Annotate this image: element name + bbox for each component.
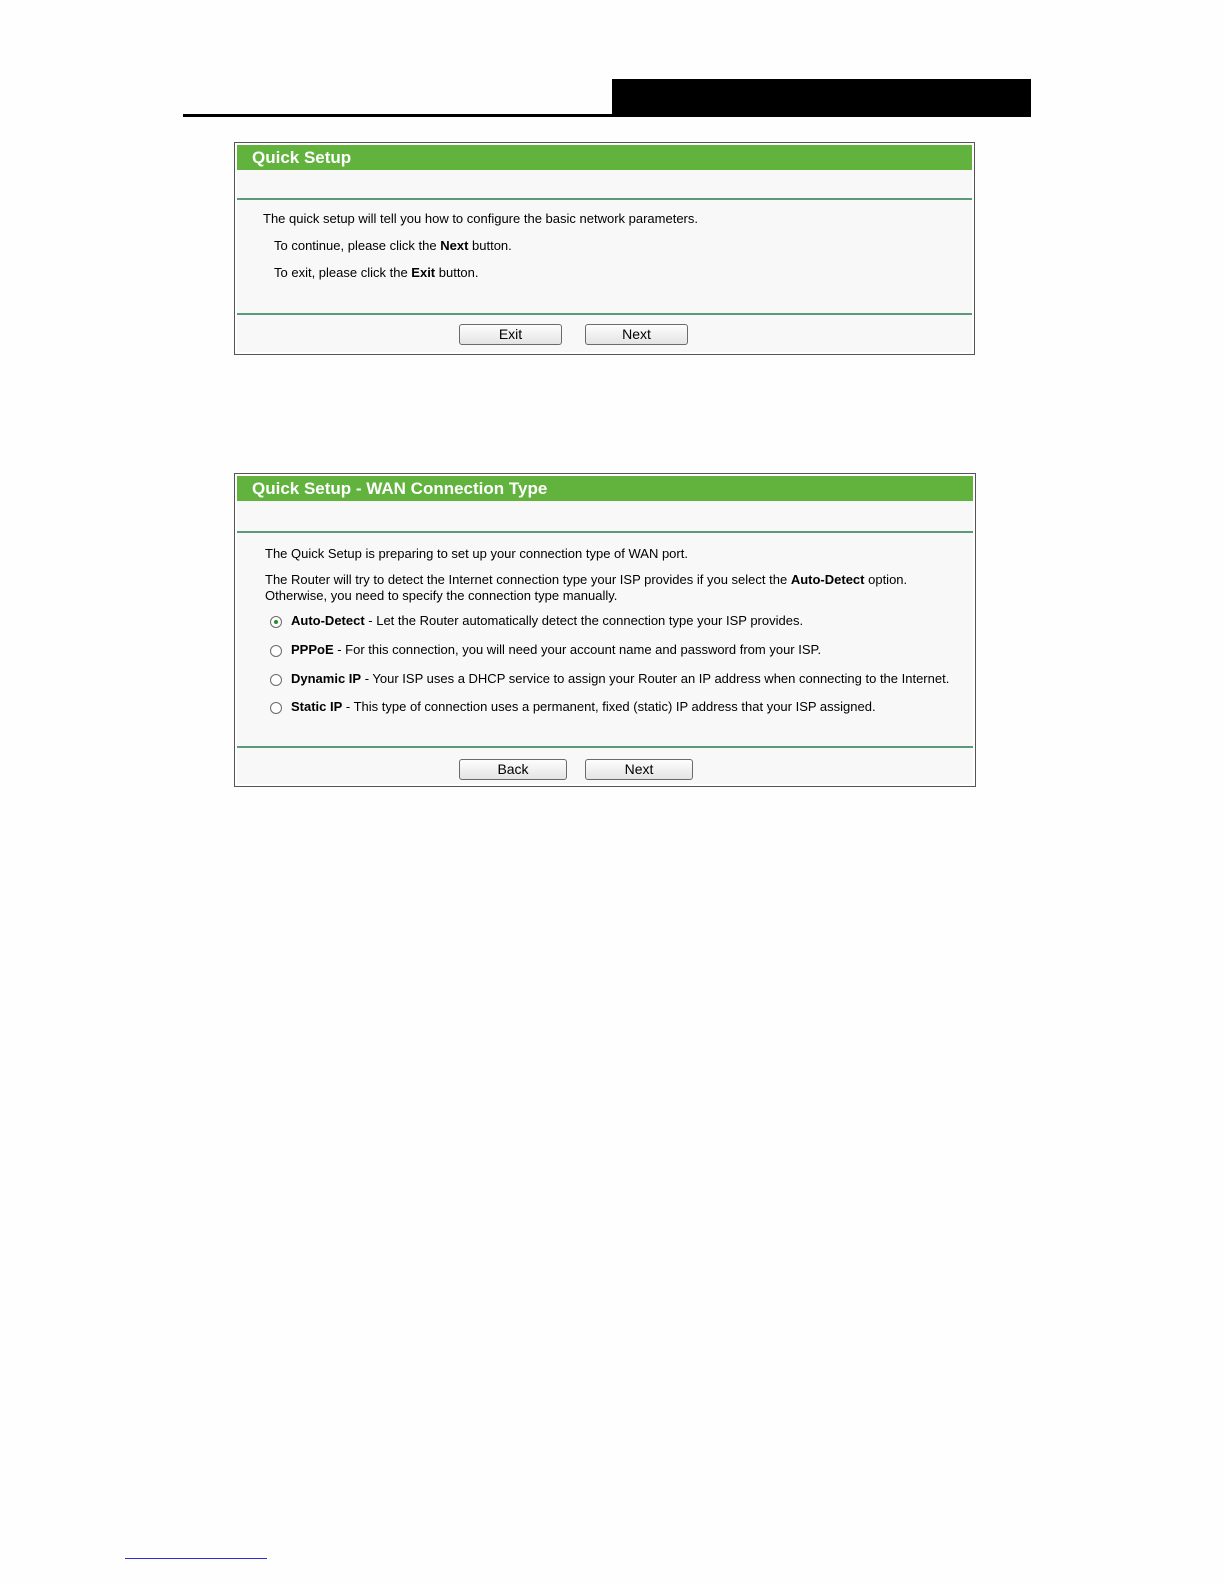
option-desc: - Let the Router automatically detect the connection type your ISP provides.: [364, 613, 804, 628]
detect-bold: Auto-Detect: [790, 572, 865, 587]
continue-post: button.: [468, 238, 512, 253]
header-rule: [183, 114, 1031, 117]
continue-bold: Next: [440, 238, 469, 253]
option-name: Static IP: [291, 699, 343, 714]
radio-dynamic-ip[interactable]: [270, 674, 282, 686]
next-button[interactable]: Next: [585, 324, 688, 345]
option-desc: - Your ISP uses a DHCP service to assign your Router an IP address when connecting to the Internet.: [361, 671, 950, 686]
bottom-separator: [237, 313, 972, 315]
option-name: PPPoE: [291, 642, 334, 657]
top-separator: [237, 531, 973, 533]
option-dynamic-ip[interactable]: [291, 671, 949, 686]
quick-setup-body: [237, 145, 972, 352]
detect-pre: The Router will try to detect the Internet connection type your ISP provides if you select the: [265, 572, 791, 587]
exit-button[interactable]: Exit: [459, 324, 562, 345]
auto-detect-hint: [265, 572, 907, 587]
option-name: Auto-Detect: [291, 613, 365, 628]
quick-setup-panel: [234, 142, 975, 355]
exit-bold: Exit: [411, 265, 436, 280]
intro-text: The quick setup will tell you how to configure the basic network parameters.: [263, 211, 698, 226]
wan-connection-title: Quick Setup - WAN Connection Type: [237, 476, 973, 501]
wan-connection-body: [237, 476, 973, 784]
detect-post: option.: [864, 572, 908, 587]
option-auto-detect[interactable]: [291, 613, 803, 628]
back-button[interactable]: Back: [459, 759, 567, 780]
manual-hint: Otherwise, you need to specify the connection type manually.: [265, 588, 618, 603]
radio-auto-detect[interactable]: [270, 616, 282, 628]
wan-connection-panel: [234, 473, 976, 787]
continue-pre: To continue, please click the: [274, 238, 441, 253]
option-desc: - This type of connection uses a permanent, fixed (static) IP address that your ISP assigned.: [342, 699, 876, 714]
option-desc: - For this connection, you will need your account name and password from your ISP.: [333, 642, 822, 657]
option-name: Dynamic IP: [291, 671, 362, 686]
quick-setup-title: Quick Setup: [237, 145, 972, 170]
option-pppoe[interactable]: [291, 642, 821, 657]
exit-pre: To exit, please click the: [274, 265, 412, 280]
option-static-ip[interactable]: [291, 699, 876, 714]
radio-static-ip[interactable]: [270, 702, 282, 714]
top-separator: [237, 198, 972, 200]
header-bar: [612, 79, 1031, 117]
radio-pppoe[interactable]: [270, 645, 282, 657]
wan-next-button[interactable]: Next: [585, 759, 693, 780]
exit-post: button.: [435, 265, 479, 280]
wan-intro-text: The Quick Setup is preparing to set up your connection type of WAN port.: [265, 546, 688, 561]
exit-instruction: [274, 265, 479, 280]
continue-instruction: [274, 238, 512, 253]
footer-link-underline: [125, 1558, 267, 1559]
bottom-separator: [237, 746, 973, 748]
